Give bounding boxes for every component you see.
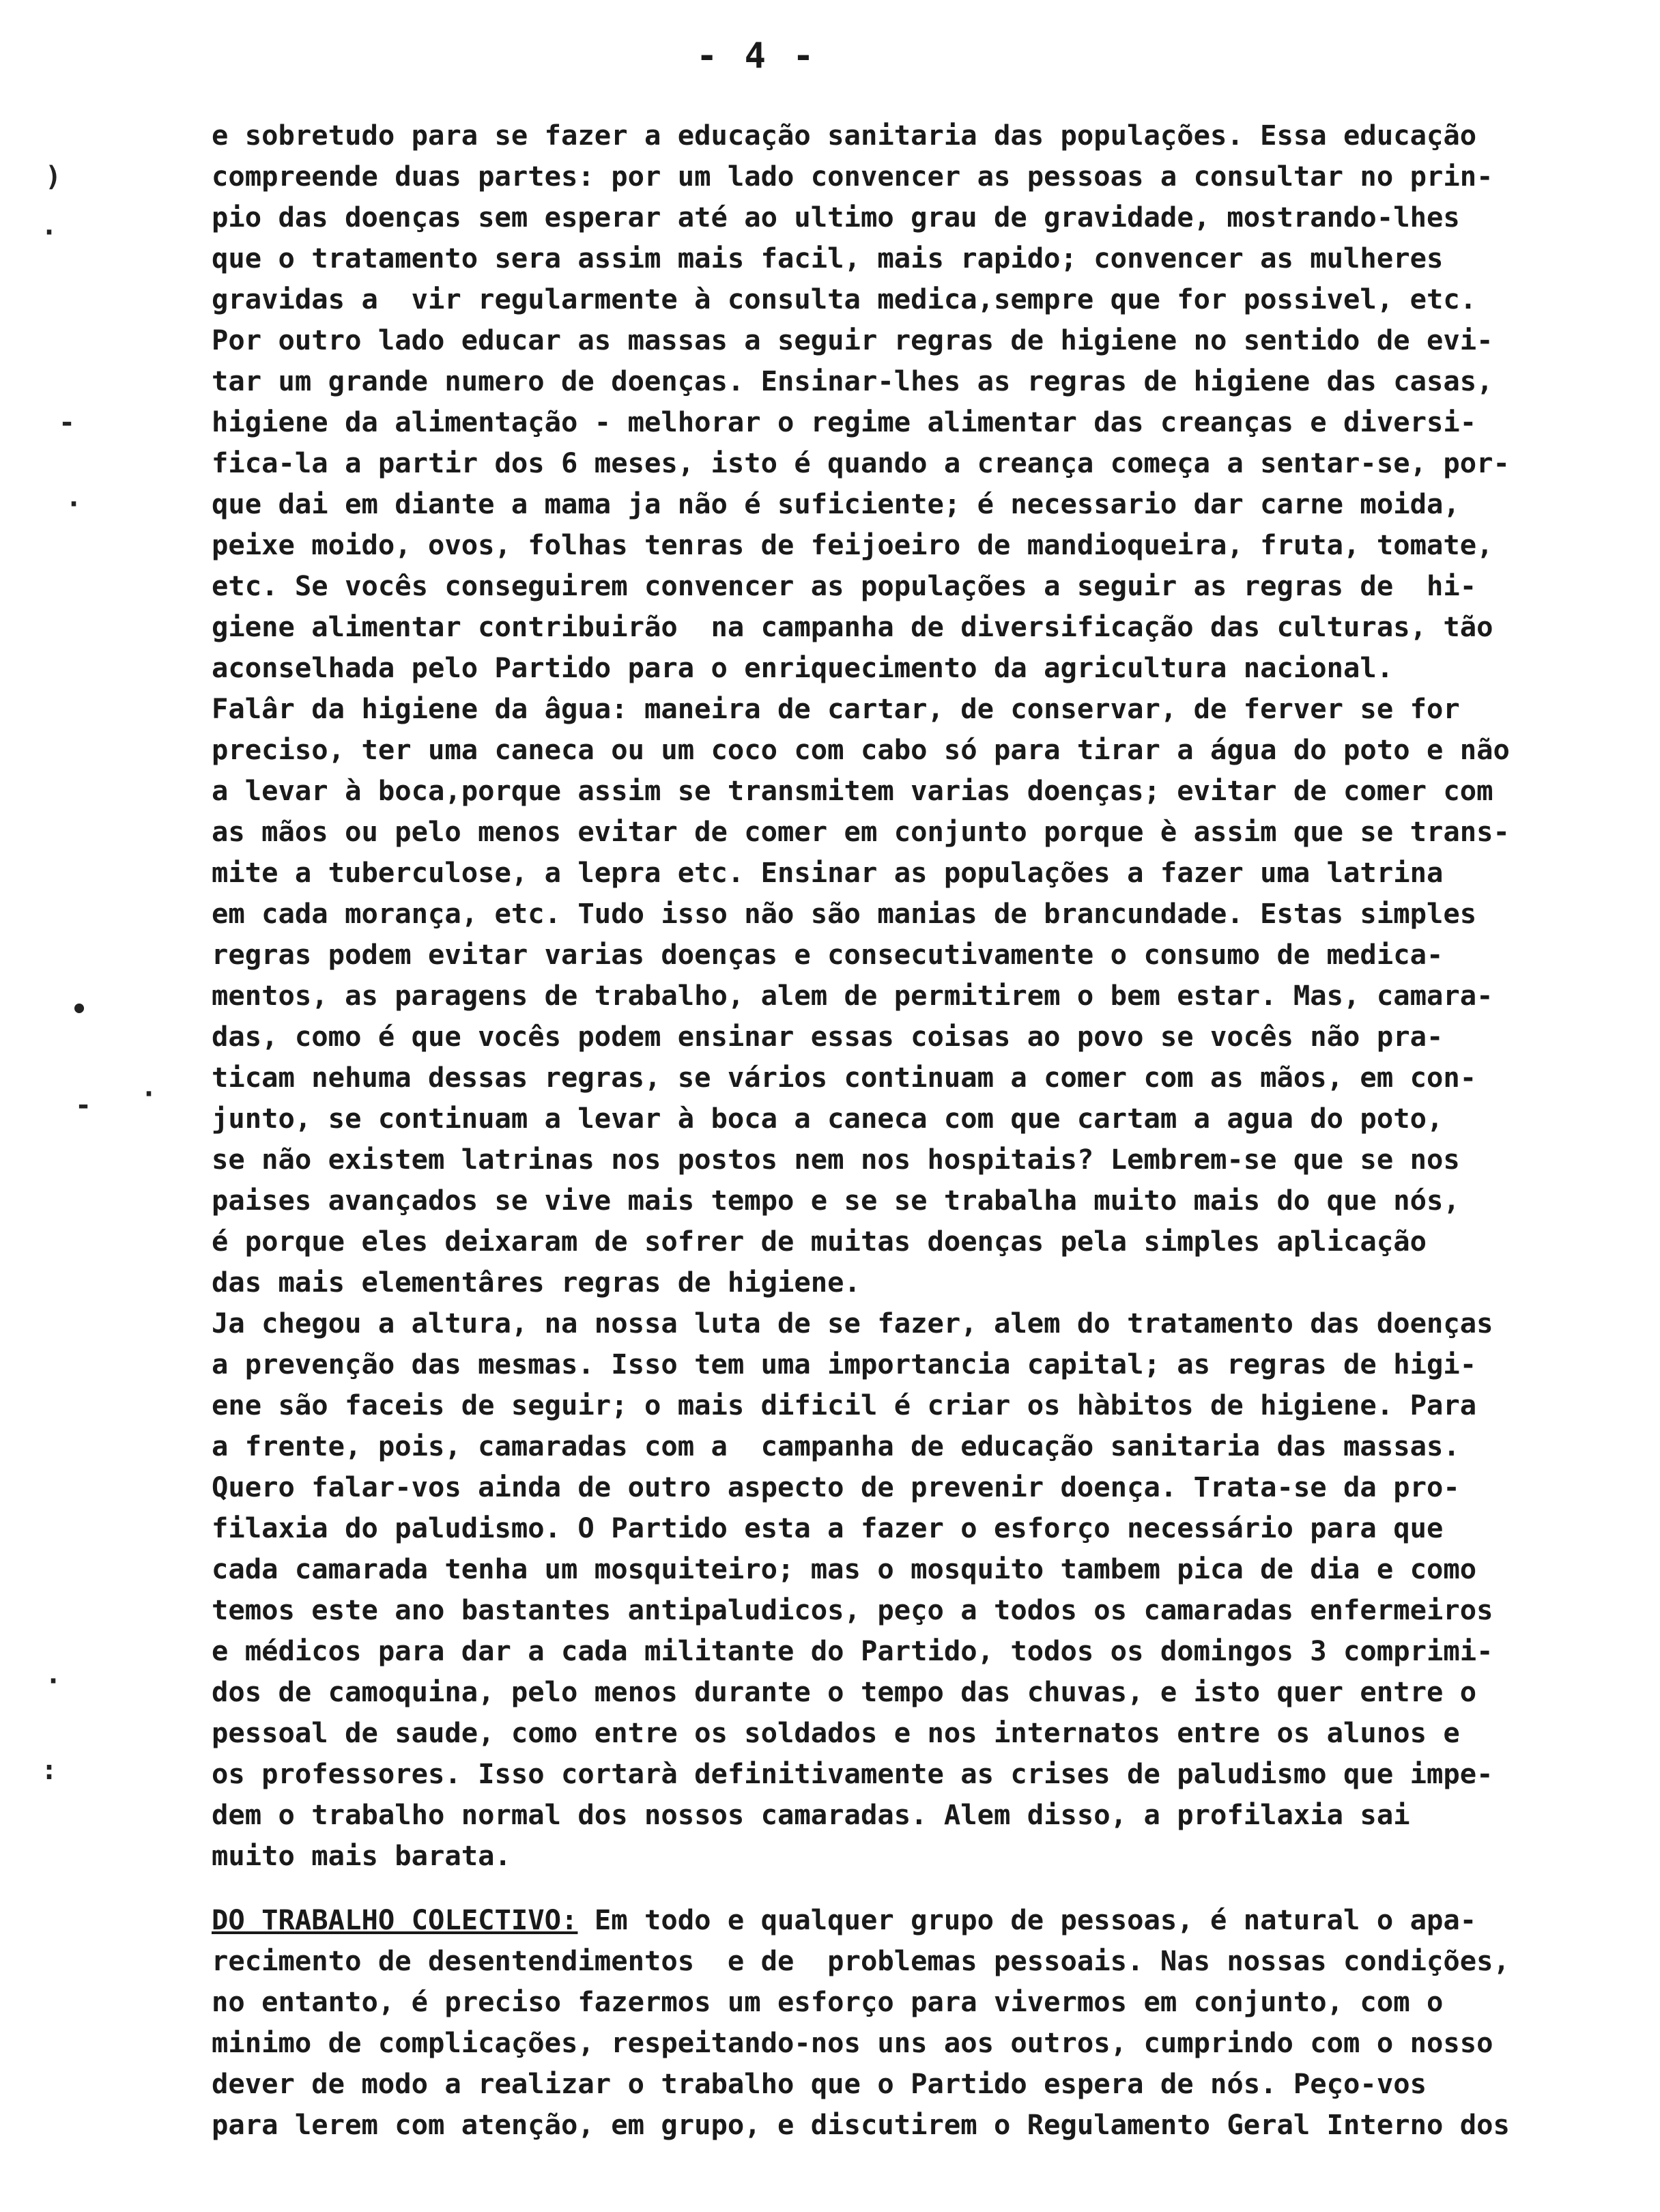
text-line: pessoal de saude, como entre os soldados e nos internatos entre os alunos e <box>212 1716 1460 1749</box>
text-line: junto, se continuam a levar à boca a caneca com que cartam a agua do poto, <box>212 1102 1444 1135</box>
text-line: das, como é que vocês podem ensinar essas coisas ao povo se vocês não pra- <box>212 1020 1444 1053</box>
text-line: das mais elementâres regras de higiene. <box>212 1266 861 1299</box>
text-line: que o tratamento sera assim mais facil, mais rapido; convencer as mulheres <box>212 242 1444 274</box>
section-gap <box>212 1876 1618 1899</box>
text-line: e médicos para dar a cada militante do Partido, todos os domingos 3 comprimi- <box>212 1634 1493 1667</box>
text-line: mite a tuberculose, a lepra etc. Ensinar as populações a fazer uma latrina <box>212 856 1444 889</box>
text-line: se não existem latrinas nos postos nem nos hospitais? Lembrem-se que se nos <box>212 1143 1460 1176</box>
text-line: dem o trabalho normal dos nossos camaradas. Alem disso, a profilaxia sai <box>212 1798 1410 1831</box>
text-line: Falâr da higiene da âgua: maneira de cartar, de conservar, de ferver se for <box>212 692 1460 725</box>
margin-mark: - <box>59 407 76 438</box>
text-line: para lerem com atenção, em grupo, e discutirem o Regulamento Geral Interno dos <box>212 2108 1510 2141</box>
text-line: temos este ano bastantes antipaludicos, peço a todos os camaradas enfermeiros <box>212 1593 1493 1626</box>
paragraph <box>212 1899 1618 2145</box>
text-line: muito mais barata. <box>212 1839 511 1872</box>
margin-mark: · <box>41 217 58 249</box>
paragraph <box>212 1303 1618 1876</box>
text-line: giene alimentar contribuirão na campanha de diversificação das culturas, tão <box>212 610 1493 643</box>
text-line: em cada morança, etc. Tudo isso não são manias de brancundade. Estas simples <box>212 897 1477 930</box>
paragraph <box>212 115 1618 1303</box>
text-line: filaxia do paludismo. O Partido esta a fazer o esforço necessário para que <box>212 1512 1444 1544</box>
text-line: Quero falar-vos ainda de outro aspecto de prevenir doença. Trata-se da pro- <box>212 1471 1460 1503</box>
margin-mark: ) <box>45 161 62 193</box>
text-line: ene são faceis de seguir; o mais dificil é criar os hàbitos de higiene. Para <box>212 1389 1477 1421</box>
text-line: é porque eles deixaram de sofrer de muitas doenças pela simples aplicação <box>212 1225 1427 1258</box>
text-line: gravidas a vir regularmente à consulta medica,sempre que for possivel, etc. <box>212 283 1477 315</box>
text-line: a levar à boca,porque assim se transmitem varias doenças; evitar de comer com <box>212 774 1493 807</box>
text-line: peixe moido, ovos, folhas tenras de feijoeiro de mandioqueira, fruta, tomate, <box>212 528 1493 561</box>
text-line: pio das doenças sem esperar até ao ultimo grau de gravidade, mostrando-lhes <box>212 201 1460 233</box>
text-line: no entanto, é preciso fazermos um esforço para vivermos em conjunto, com o <box>212 1985 1444 2018</box>
text-line: cada camarada tenha um mosquiteiro; mas o mosquito tambem pica de dia e como <box>212 1552 1477 1585</box>
margin-mark: · <box>45 1666 62 1697</box>
page-number: - 4 - <box>696 36 817 76</box>
text-line: e sobretudo para se fazer a educação sanitaria das populações. Essa educação <box>212 119 1477 152</box>
text-line: a frente, pois, camaradas com a campanha de educação sanitaria das massas. <box>212 1430 1460 1462</box>
document-body <box>212 115 1618 2145</box>
margin-mark: · <box>141 1079 158 1110</box>
text-fragment: Em todo e qualquer grupo de pessoas, é natural o apa- <box>577 1903 1477 1936</box>
margin-mark: : <box>41 1755 58 1786</box>
text-line: fica-la a partir dos 6 meses, isto é quando a creança começa a sentar-se, por- <box>212 446 1510 479</box>
text-line: ticam nehuma dessas regras, se vários continuam a comer com as mãos, em con- <box>212 1061 1477 1094</box>
text-line: minimo de complicações, respeitando-nos uns aos outros, cumprindo com o nosso <box>212 2026 1493 2059</box>
text-line: que dai em diante a mama ja não é suficiente; é necessario dar carne moida, <box>212 487 1460 520</box>
text-line: Ja chegou a altura, na nossa luta de se fazer, alem do tratamento das doenças <box>212 1307 1493 1339</box>
text-line: aconselhada pelo Partido para o enriquecimento da agricultura nacional. <box>212 651 1394 684</box>
text-line: paises avançados se vive mais tempo e se se trabalha muito mais do que nós, <box>212 1184 1460 1217</box>
text-line: recimento de desentendimentos e de problemas pessoais. Nas nossas condições, <box>212 1944 1510 1977</box>
text-line: compreende duas partes: por um lado convencer as pessoas a consultar no prin- <box>212 160 1493 193</box>
text-line: dos de camoquina, pelo menos durante o tempo das chuvas, e isto quer entre o <box>212 1675 1477 1708</box>
text-line: as mãos ou pelo menos evitar de comer em conjunto porque è assim que se trans- <box>212 815 1510 848</box>
text-line: os professores. Isso cortarà definitivamente as crises de paludismo que impe- <box>212 1757 1493 1790</box>
text-line: mentos, as paragens de trabalho, alem de permitirem o bem estar. Mas, camara- <box>212 979 1493 1012</box>
margin-mark: • <box>71 994 88 1025</box>
text-line: tar um grande numero de doenças. Ensinar-lhes as regras de higiene das casas, <box>212 365 1493 397</box>
text-line: dever de modo a realizar o trabalho que o Partido espera de nós. Peço-vos <box>212 2067 1427 2100</box>
margin-mark: · <box>66 489 83 520</box>
section-heading: DO TRABALHO COLECTIVO: <box>212 1903 578 1936</box>
text-line: preciso, ter uma caneca ou um coco com cabo só para tirar a água do poto e não <box>212 733 1510 766</box>
text-line: higiene da alimentação - melhorar o regime alimentar das creanças e diversi- <box>212 406 1477 438</box>
text-line <box>212 1899 1618 1940</box>
text-line: etc. Se vocês conseguirem convencer as populações a seguir as regras de hi- <box>212 569 1477 602</box>
text-line: a prevenção das mesmas. Isso tem uma importancia capital; as regras de higi- <box>212 1348 1477 1380</box>
text-line: Por outro lado educar as massas a seguir regras de higiene no sentido de evi- <box>212 324 1493 356</box>
text-line: regras podem evitar varias doenças e consecutivamente o consumo de medica- <box>212 938 1444 971</box>
margin-mark: - <box>75 1090 92 1121</box>
